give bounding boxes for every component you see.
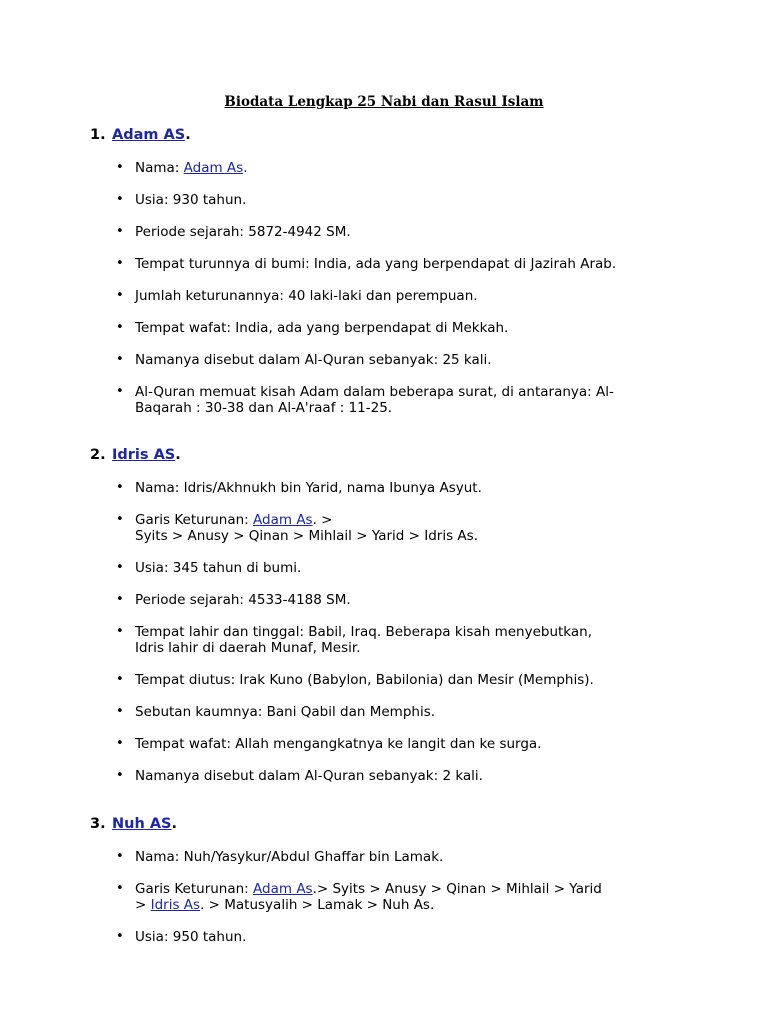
prophet-link-idris[interactable]: Idris AS <box>112 447 176 463</box>
prophet-link-nuh[interactable]: Nuh AS <box>112 816 172 832</box>
list-item: • Tempat turunnya di bumi: India, ada yang berpendapat di Jazirah Arab. <box>90 256 690 272</box>
item-list <box>90 160 690 416</box>
section-heading: 1. Adam AS. <box>90 127 191 143</box>
section-adam <box>90 126 690 416</box>
list-item: • Nama: Idris/Akhnukh bin Yarid, nama Ibunya Asyut. <box>90 480 690 496</box>
list-item: • Usia: 345 tahun di bumi. <box>90 560 690 576</box>
item-list <box>90 480 690 784</box>
section-nuh <box>90 815 690 945</box>
list-item: • Tempat wafat: India, ada yang berpendapat di Mekkah. <box>90 320 690 336</box>
section-number: 3. <box>90 816 106 832</box>
adam-as-link[interactable]: Adam As <box>253 512 313 528</box>
list-item: • Periode sejarah: 5872-4942 SM. <box>90 224 690 240</box>
list-item: • Jumlah keturunannya: 40 laki-laki dan perempuan. <box>90 288 690 304</box>
section-heading: 2. Idris AS. <box>90 447 181 463</box>
list-item: • Tempat wafat: Allah mengangkatnya ke langit dan ke surga. <box>90 736 690 752</box>
adam-as-link[interactable]: Adam As <box>253 881 313 897</box>
list-item: • Garis Keturunan: Adam As. > Syits > Anusy > Qinan > Mihlail > Yarid > Idris As. <box>90 512 690 544</box>
document-title: Biodata Lengkap 25 Nabi dan Rasul Islam <box>224 94 544 110</box>
list-item: • Namanya disebut dalam Al-Quran sebanyak: 25 kali. <box>90 352 690 368</box>
section-idris <box>90 446 690 784</box>
list-item: • Sebutan kaumnya: Bani Qabil dan Memphis. <box>90 704 690 720</box>
list-item: • Tempat diutus: Irak Kuno (Babylon, Babilonia) dan Mesir (Memphis). <box>90 672 690 688</box>
list-item: • Usia: 950 tahun. <box>90 929 690 945</box>
list-item: • Namanya disebut dalam Al-Quran sebanyak: 2 kali. <box>90 768 690 784</box>
adam-as-link[interactable]: Adam As <box>183 160 244 176</box>
section-number: 2. <box>90 447 106 463</box>
idris-as-link[interactable]: Idris As <box>150 897 201 913</box>
item-list <box>90 849 690 945</box>
list-item: • Nama: Adam As. <box>90 160 690 176</box>
list-item: • Tempat lahir dan tinggal: Babil, Iraq. Beberapa kisah menyebutkan, Idris lahir di daerah Munaf, Mesir. <box>90 624 690 656</box>
list-item: • Nama: Nuh/Yasykur/Abdul Ghaffar bin Lamak. <box>90 849 690 865</box>
list-item: • Periode sejarah: 4533-4188 SM. <box>90 592 690 608</box>
prophet-link-adam[interactable]: Adam AS <box>112 127 186 143</box>
list-item: • Usia: 930 tahun. <box>90 192 690 208</box>
section-heading: 3. Nuh AS. <box>90 816 178 832</box>
list-item: • Al-Quran memuat kisah Adam dalam beberapa surat, di antaranya: Al- Baqarah : 30-38 dan Al-A'raaf : 11-25. <box>90 384 690 416</box>
section-number: 1. <box>90 127 106 143</box>
list-item: • Garis Keturunan: Adam As.> Syits > Anusy > Qinan > Mihlail > Yarid > Idris As. > Matusyalih > Lamak > Nuh As. <box>90 881 690 913</box>
